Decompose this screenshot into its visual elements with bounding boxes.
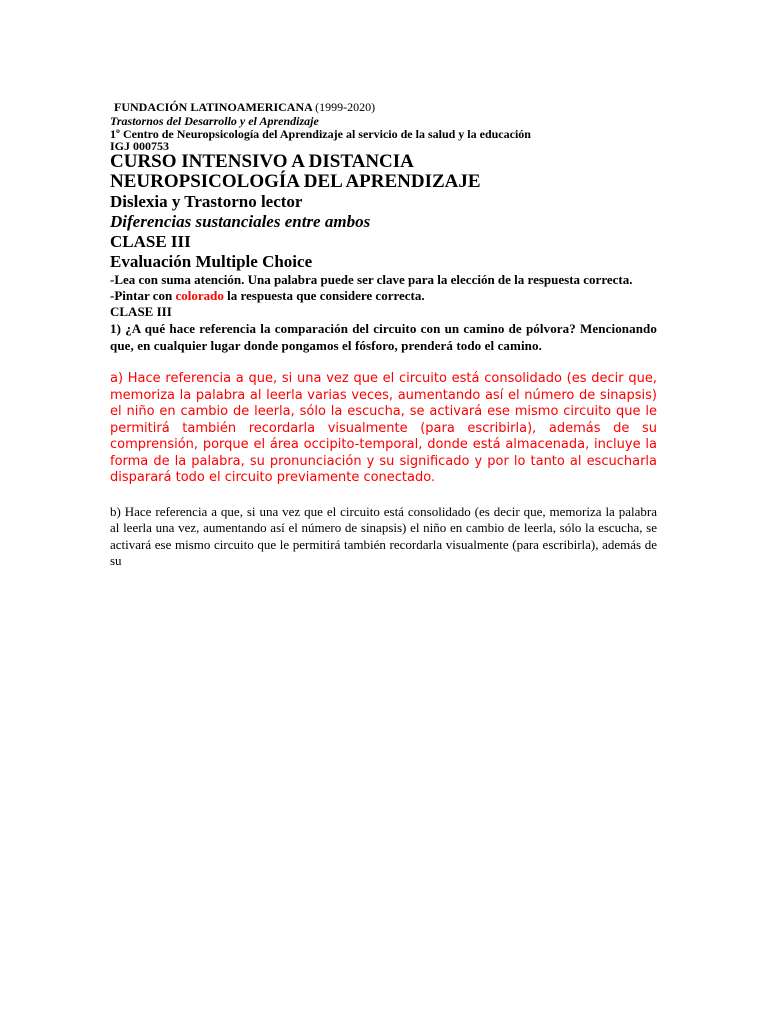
instruction-paint bbox=[110, 288, 657, 304]
class-repeat: CLASE III bbox=[110, 304, 172, 319]
subject-title: NEUROPSICOLOGÍA DEL APRENDIZAJE bbox=[110, 171, 481, 192]
org-subtitle: Trastornos del Desarrollo y el Aprendizaje bbox=[110, 114, 319, 128]
org-years: (1999-2020) bbox=[315, 100, 376, 114]
question-1: 1) ¿A qué hace referencia la comparación del circuito con un camino de pólvora? Mencionando que, en cualquier lugar donde pongamos el fósforo, prenderá todo el camino. bbox=[110, 321, 657, 353]
org-line bbox=[110, 100, 657, 115]
org-name: FUNDACIÓN LATINOAMERICANA bbox=[114, 100, 313, 114]
topic-subtitle: Diferencias sustanciales entre ambos bbox=[110, 212, 371, 231]
evaluation-title: Evaluación Multiple Choice bbox=[110, 252, 313, 271]
class-title: CLASE III bbox=[110, 232, 191, 251]
instruction-paint-accent: colorado bbox=[175, 288, 224, 303]
course-title: CURSO INTENSIVO A DISTANCIA bbox=[110, 151, 414, 172]
center-line: 1º Centro de Neuropsicología del Aprendizaje al servicio de la salud y la educación bbox=[110, 127, 531, 141]
instruction-paint-pre: -Pintar con bbox=[110, 288, 176, 303]
answer-b[interactable]: b) Hace referencia a que, si una vez que el circuito está consolidado (es decir que, memoriza la palabra al leerla una vez, aumentando así el número de sinapsis) el niño en cambio de leerla, sólo la escucha, se activará ese mismo circuito que le permitirá también recordarla visualmente (para escribirla), además de su bbox=[110, 503, 657, 568]
instruction-read: -Lea con suma atención. Una palabra puede ser clave para la elección de la respuesta correcta. bbox=[110, 272, 633, 287]
igj-line: IGJ 000753 bbox=[110, 139, 170, 153]
answer-a[interactable]: a) Hace referencia a que, si una vez que el circuito está consolidado (es decir que, memoriza la palabra al leerla varias veces, aumentando así el número de sinapsis) el niño en cambio de leerla, sólo la escucha, se activará ese mismo circuito que le permitirá también recordarla visualmente (para escribirla), además de su comprensión, porque el área occipito-temporal, donde está almacenada, incluye la forma de la palabra, su pronunciación y su significado y por lo tanto al escucharla disparará todo el circuito previamente conectado. bbox=[110, 371, 657, 485]
document-page bbox=[110, 100, 657, 570]
instruction-paint-post: la respuesta que considere correcta. bbox=[223, 288, 425, 303]
topic-title: Dislexia y Trastorno lector bbox=[110, 192, 303, 211]
